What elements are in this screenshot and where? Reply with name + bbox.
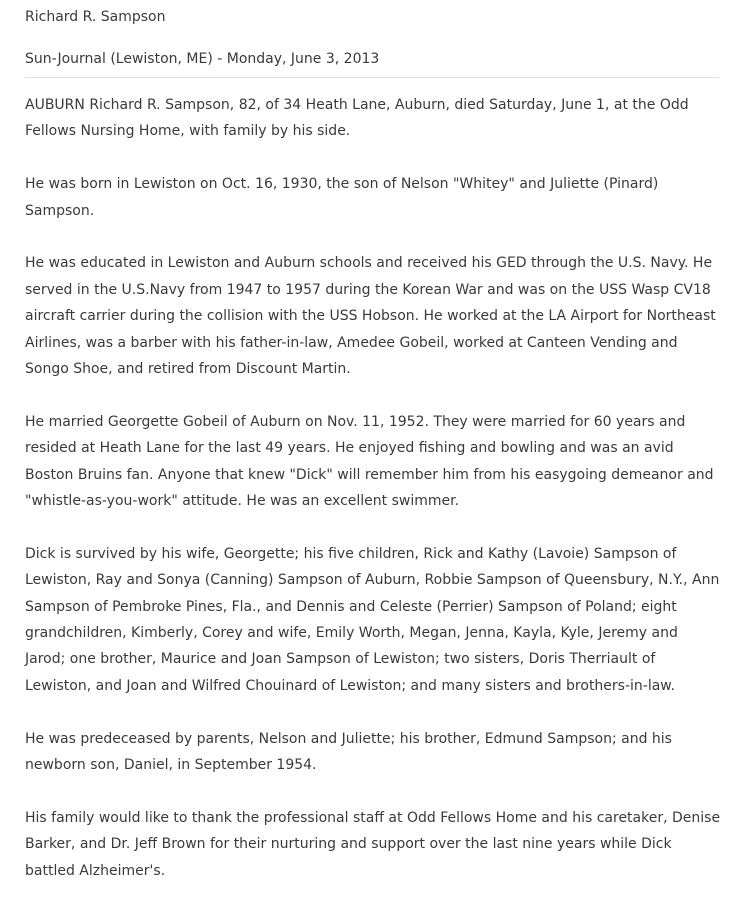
paragraph-birth: He was born in Lewiston on Oct. 16, 1930, the son of Nelson "Whitey" and Juliette (Pinard) Sampson. xyxy=(25,176,659,219)
paragraph-predeceased: He was predeceased by parents, Nelson and Juliette; his brother, Edmund Sampson; and his newborn son, Daniel, in September 1954. xyxy=(25,730,672,774)
paragraph-survivors: Dick is survived by his wife, Georgette; his five children, Rick and Kathy (Lavoie) Sampson of Lewiston, Ray and Sonya (Canning) Sampson of Auburn, Robbie Sampson of Queensbury, N.Y., Ann Sampson of Pembroke Pines, Fla., and Dennis and Celeste (Perrier) Sampson of Poland; eight grandchildren, Kimberly, Corey and wife, Emily Worth, Megan, Jenna, Kayla, Kyle, Jeremy and Jarod; one brother, Maurice and Joan Sampson of Lewiston; two sisters, Doris Therriault of Lewiston, and Joan and Wilfred Chouinard of Lewiston; and many sisters and brothers-in-law. xyxy=(25,545,720,694)
publication-source-line: Sun-Journal (Lewiston, ME) - Monday, June 3, 2013 xyxy=(25,51,380,67)
paragraph-thanks: His family would like to thank the professional staff at Odd Fellows Home and his caretaker, Denise Barker, and Dr. Jeff Brown for their nurturing and support over the last nine years while Dick battled Alzheimer's. xyxy=(25,809,721,879)
paragraph-death-notice: AUBURN Richard R. Sampson, 82, of 34 Heath Lane, Auburn, died Saturday, June 1, at the Odd Fellows Nursing Home, with family by his side. xyxy=(25,97,689,140)
obituary-name: Richard R. Sampson xyxy=(25,9,166,25)
paragraph-marriage: He married Georgette Gobeil of Auburn on Nov. 11, 1952. They were married for 60 years and resided at Heath Lane for the last 49 years. He enjoyed fishing and bowling and was an avid Boston Bruins fan. Anyone that knew "Dick" will remember him from his easygoing demeanor and "whistle-as-you-work" attitude. He was an excellent swimmer. xyxy=(25,413,714,510)
header-divider xyxy=(25,77,719,78)
paragraph-education-career: He was educated in Lewiston and Auburn schools and received his GED through the U.S. Navy. He served in the U.S.Navy from 1947 to 1957 during the Korean War and was on the USS Wasp CV18 aircraft carrier during the collision with the USS Hobson. He worked at the LA Airport for Northeast Airlines, was a barber with his father-in-law, Amedee Gobeil, worked at Canteen Vending and Songo Shoe, and retired from Discount Martin. xyxy=(25,255,716,378)
obituary-body xyxy=(25,92,721,910)
